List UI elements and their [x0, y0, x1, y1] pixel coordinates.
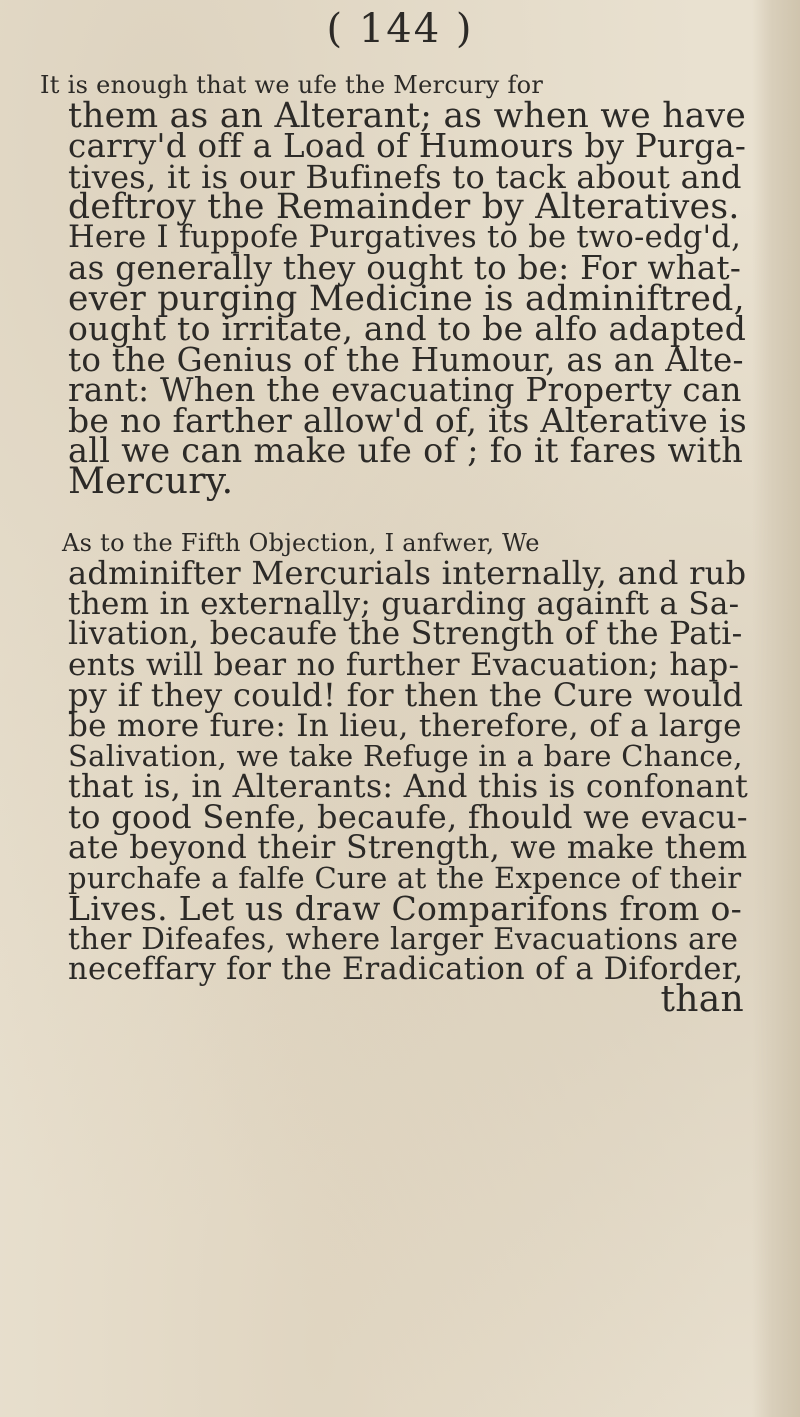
text-line: them as an Alterant; as when we have — [68, 95, 747, 136]
text-line: It is enough that we ufe the Mercury for — [40, 71, 544, 99]
catchword: than — [660, 979, 744, 1020]
page-edge-shadow — [752, 0, 800, 1417]
text-line: deftroy the Remainder by Alteratives. — [68, 187, 740, 227]
text-line: be no farther allow'd of, its Alterative is — [68, 400, 747, 440]
text-line: ther Difeafes, where larger Evacuations are — [68, 922, 739, 956]
text-line: that is, in Alterants: And this is confonant — [68, 768, 749, 805]
page-number-header: ( 144 ) — [326, 6, 474, 52]
text-line: ate beyond their Strength, we make them — [68, 829, 748, 866]
text-line: Mercury. — [68, 460, 234, 502]
text-line: ents will bear no further Evacuation; hap- — [68, 646, 740, 683]
text-line: ever purging Medicine is adminiftred, — [68, 278, 745, 319]
paragraph-gap — [68, 497, 748, 528]
text-line: tives, it is our Bufinefs to tack about and — [68, 157, 742, 196]
text-line: them in externally; guarding againft a Sa- — [68, 585, 740, 622]
text-line: livation, becaufe the Strength of the Pati- — [68, 616, 743, 652]
text-line: to good Senfe, becaufe, fhould we evacu- — [68, 798, 748, 836]
text-line: purchafe a falfe Cure at the Expence of their — [68, 861, 742, 895]
text-line: Salivation, we take Refuge in a bare Chance, — [68, 739, 743, 773]
text-line: adminifter Mercurials internally, and rub — [68, 554, 747, 592]
text-line: Lives. Let us draw Comparifons from o- — [68, 888, 743, 928]
text-line: rant: When the evacuating Property can — [68, 371, 742, 409]
text-line: carry'd off a Load of Humours by Purga- — [68, 127, 747, 165]
text-line: to the Genius of the Humour, as an Alte- — [68, 340, 744, 379]
text-line: ought to irritate, and to be alfo adapted — [68, 309, 747, 348]
text-line: py if they could! for then the Cure would — [68, 676, 744, 714]
text-line: be more fure: In lieu, therefore, of a large — [68, 707, 742, 744]
text-line: all we can make ufe of ; fo it fares with — [68, 431, 744, 470]
text-line: neceffary for the Eradication of a Diforder, — [68, 951, 744, 987]
text-line: As to the Fifth Objection, I anfwer, We — [62, 528, 540, 557]
page-body-text — [40, 70, 749, 1020]
text-line: as generally they ought to be: For what- — [68, 249, 742, 287]
text-line: Here I fuppofe Purgatives to be two-edg'd, — [68, 219, 742, 255]
